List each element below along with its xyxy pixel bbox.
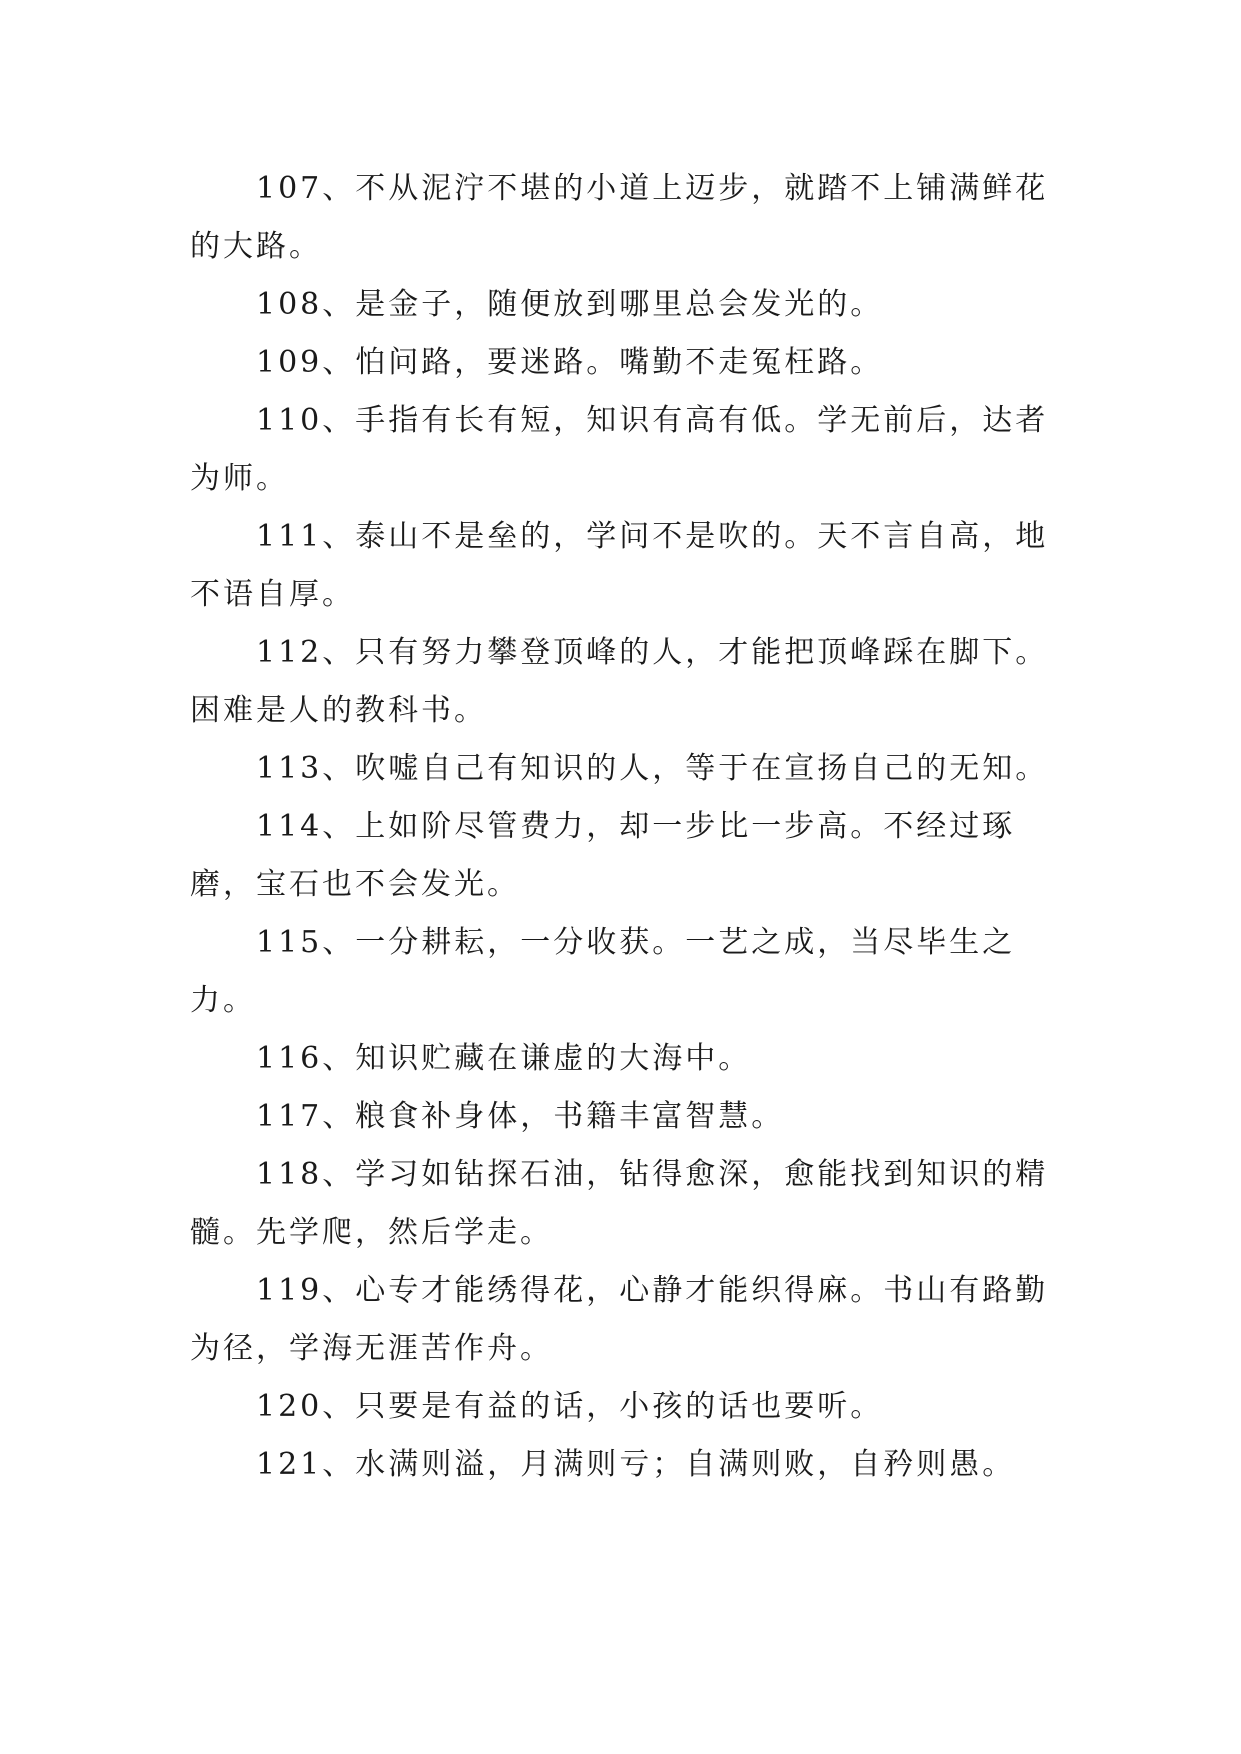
paragraph-114: 114、上如阶尽管费力，却一步比一步高。不经过琢磨，宝石也不会发光。	[190, 809, 1016, 902]
paragraph-111: 111、泰山不是垒的，学问不是吹的。天不言自高，地不语自厚。	[190, 519, 1049, 612]
paragraph-113: 113、吹嘘自己有知识的人，等于在宣扬自己的无知。	[256, 751, 1049, 786]
paragraph-109: 109、怕问路，要迷路。嘴勤不走冤枉路。	[256, 345, 884, 380]
paragraph-115: 115、一分耕耘，一分收获。一艺之成，当尽毕生之力。	[190, 925, 1016, 1018]
paragraph-117: 117、粮食补身体，书籍丰富智慧。	[256, 1099, 785, 1134]
document-body	[190, 160, 1070, 1494]
paragraph-118: 118、学习如钻探石油，钻得愈深，愈能找到知识的精髓。先学爬，然后学走。	[190, 1157, 1049, 1250]
paragraph-119: 119、心专才能绣得花，心静才能织得麻。书山有路勤为径，学海无涯苦作舟。	[190, 1273, 1049, 1366]
paragraph-107: 107、不从泥泞不堪的小道上迈步，就踏不上铺满鲜花的大路。	[190, 171, 1049, 264]
paragraph-121: 121、水满则溢，月满则亏；自满则败，自矜则愚。	[256, 1447, 1016, 1482]
paragraph-116: 116、知识贮藏在谦虚的大海中。	[256, 1041, 752, 1076]
paragraph-108: 108、是金子，随便放到哪里总会发光的。	[256, 287, 884, 322]
paragraph-112: 112、只有努力攀登顶峰的人，才能把顶峰踩在脚下。困难是人的教科书。	[190, 635, 1049, 728]
paragraph-110: 110、手指有长有短，知识有高有低。学无前后，达者为师。	[190, 403, 1049, 496]
paragraph-120: 120、只要是有益的话，小孩的话也要听。	[256, 1389, 884, 1424]
